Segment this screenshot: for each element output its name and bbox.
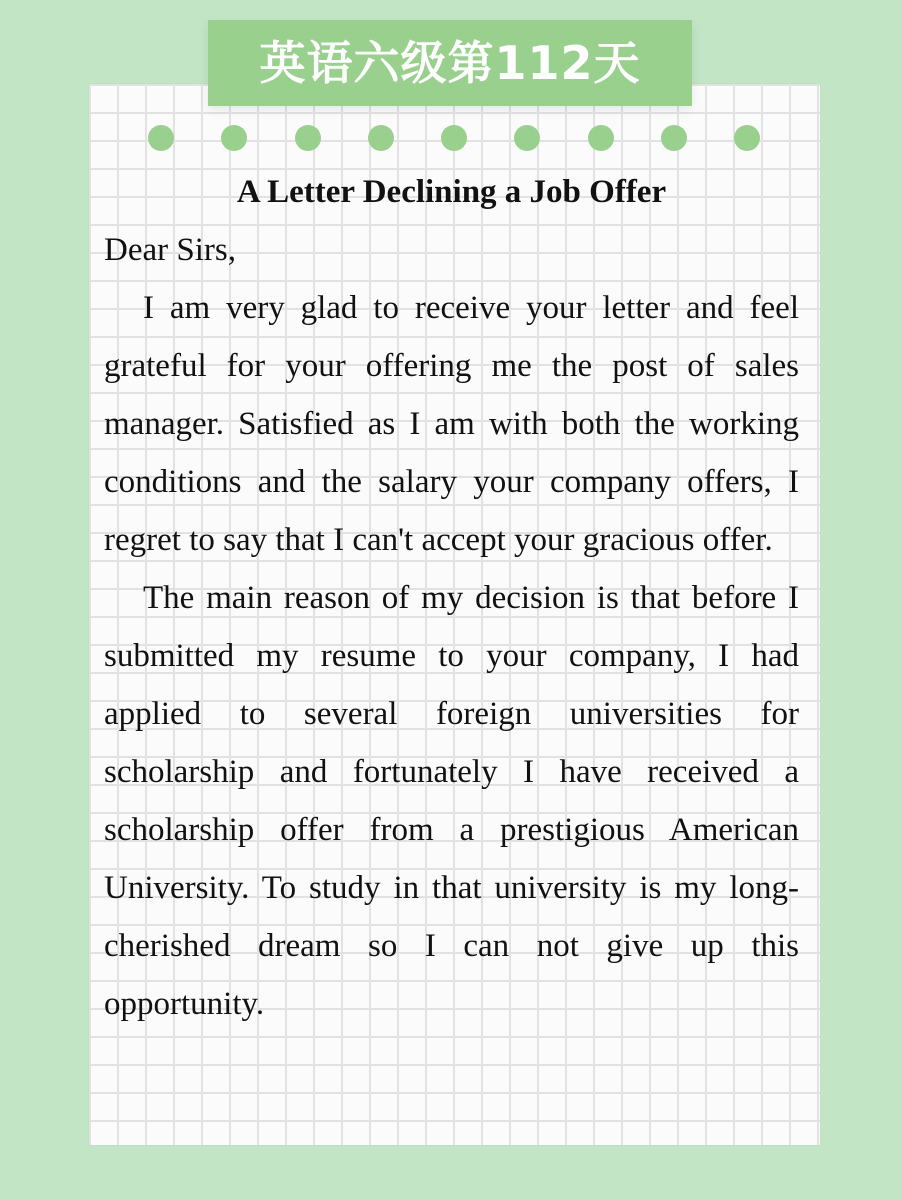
letter-content <box>104 163 799 1033</box>
greeting: Dear Sirs, <box>104 232 236 268</box>
letter-title: A Letter Declining a Job Offer <box>236 174 667 210</box>
dot-icon <box>661 125 687 151</box>
dot-icon <box>295 125 321 151</box>
title-banner <box>208 20 692 106</box>
dot-icon <box>514 125 540 151</box>
dot-icon <box>734 125 760 151</box>
decorative-dots <box>148 124 760 152</box>
dot-icon <box>148 125 174 151</box>
dot-icon <box>368 125 394 151</box>
banner-title: 英语六级第112天 <box>259 36 641 90</box>
dot-icon <box>221 125 247 151</box>
dot-icon <box>588 125 614 151</box>
paragraph-2: The main reason of my decision is that before I submitted my resume to your company, I had applied to several foreign universities for scholarship and fortunately I have received a scholarship offer from a prestigious American University. To study in that university is my long-cherished dream so I can not give up this opportunity. <box>104 580 799 1022</box>
dot-icon <box>441 125 467 151</box>
paragraph-1: I am very glad to receive your letter and feel grateful for your offering me the post of sales manager. Satisfied as I am with both the working conditions and the salary your company offers, I regret to say that I can't accept your gracious offer. <box>104 290 799 558</box>
